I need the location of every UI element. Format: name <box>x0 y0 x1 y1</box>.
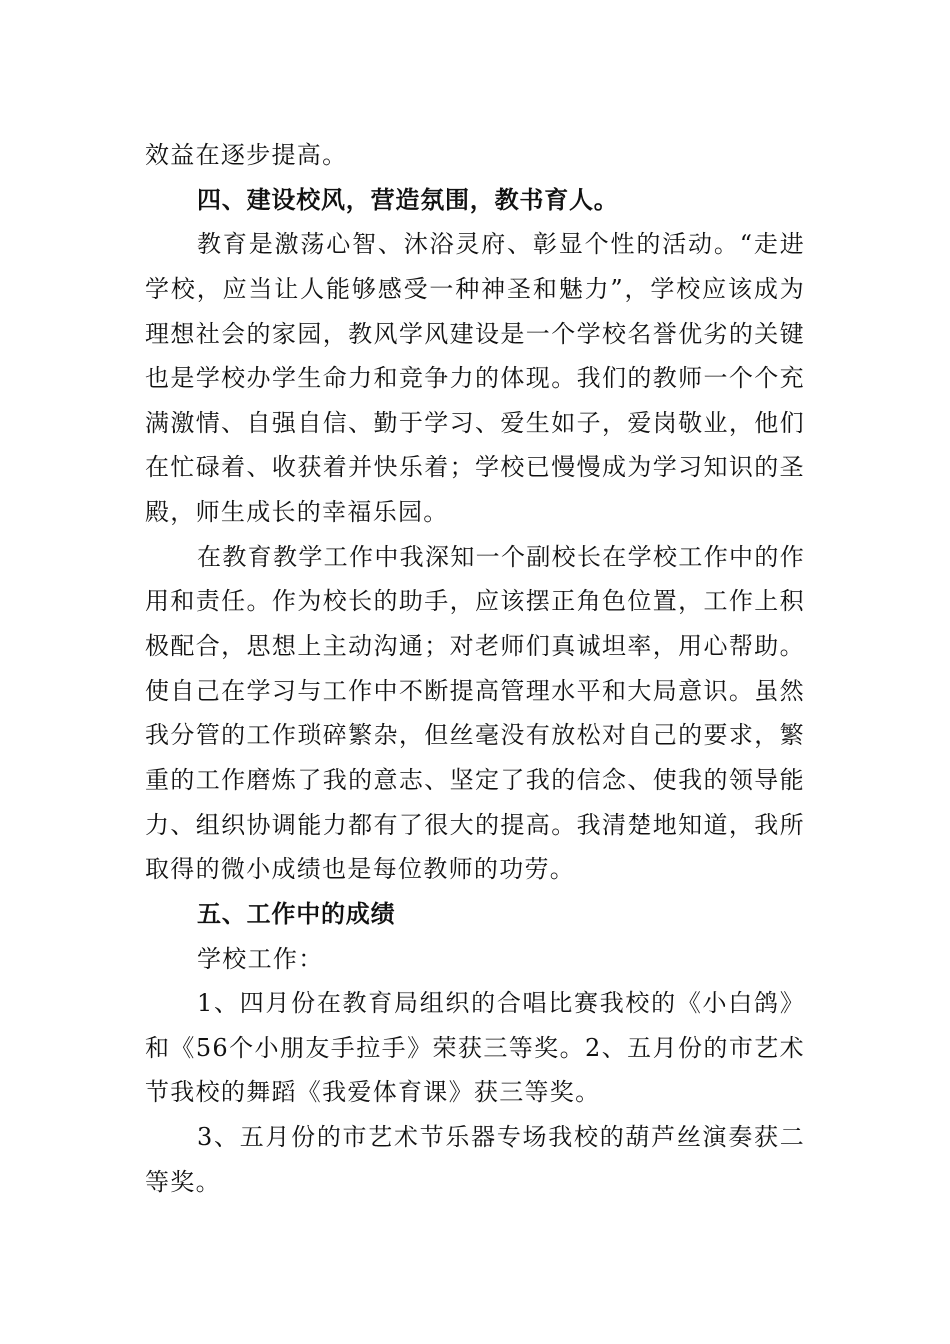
section-heading-achievements <box>145 892 805 937</box>
paragraph-line: 理想社会的家园，教风学风建设是一个学校名誉优劣的关键 <box>145 319 805 348</box>
paragraph-line: 学校工作： <box>197 944 324 973</box>
paragraph-school-work-label <box>145 937 805 982</box>
paragraph-line: 和《56个小朋友手拉手》荣获三等奖。2、五月份的市艺术 <box>145 1033 805 1062</box>
text-column <box>145 133 805 1204</box>
paragraph-line: 满激情、自强自信、勤于学习、爱生如子，爱岗敬业，他们 <box>145 408 805 437</box>
paragraph-line: 取得的微小成绩也是每位教师的功劳。 <box>145 855 576 884</box>
paragraph-vice-principal-role <box>145 535 805 892</box>
paragraph-line: 学校，应当让人能够感受一种神圣和魅力”，学校应该成为 <box>145 274 805 303</box>
paragraph-line: 3、五月份的市艺术节乐器专场我校的葫芦丝演奏获二 <box>197 1123 805 1152</box>
paragraph-education-atmosphere <box>145 222 805 534</box>
heading-text: 五、工作中的成绩 <box>197 899 396 928</box>
heading-text: 四、建设校风，营造氛围，教书育人。 <box>197 185 619 214</box>
paragraph-line: 教育是激荡心智、沐浴灵府、彰显个性的活动。“走进 <box>197 230 805 259</box>
paragraph-line: 殿，师生成长的幸福乐园。 <box>145 498 449 527</box>
paragraph-line: 力、组织协调能力都有了很大的提高。我清楚地知道，我所 <box>145 810 805 839</box>
paragraph-line: 在忙碌着、收获着并快乐着；学校已慢慢成为学习知识的圣 <box>145 453 805 482</box>
paragraph-line: 在教育教学工作中我深知一个副校长在学校工作中的作 <box>197 542 805 571</box>
paragraph-line: 使自己在学习与工作中不断提高管理水平和大局意识。虽然 <box>145 676 805 705</box>
paragraph-line: 也是学校办学生命力和竞争力的体现。我们的教师一个个充 <box>145 364 805 393</box>
paragraph-line: 等奖。 <box>145 1167 221 1196</box>
paragraph-line: 我分管的工作琐碎繁杂，但丝毫没有放松对自己的要求，繁 <box>145 721 805 750</box>
paragraph-line: 节我校的舞蹈《我爱体育课》获三等奖。 <box>145 1078 601 1107</box>
paragraph-line: 1、四月份在教育局组织的合唱比赛我校的《小白鸽》 <box>197 989 805 1018</box>
paragraph-line: 用和责任。作为校长的助手，应该摆正角色位置，工作上积 <box>145 587 805 616</box>
paragraph-achievement-3 <box>145 1115 805 1204</box>
section-heading-school-spirit <box>145 178 805 223</box>
paragraph-line: 重的工作磨炼了我的意志、坚定了我的信念、使我的领导能 <box>145 765 805 794</box>
continuation-paragraph <box>145 133 805 178</box>
paragraph-line: 极配合，思想上主动沟通；对老师们真诚坦率，用心帮助。 <box>145 632 805 661</box>
paragraph-achievement-1-2 <box>145 981 805 1115</box>
paragraph-line: 效益在逐步提高。 <box>145 141 348 169</box>
